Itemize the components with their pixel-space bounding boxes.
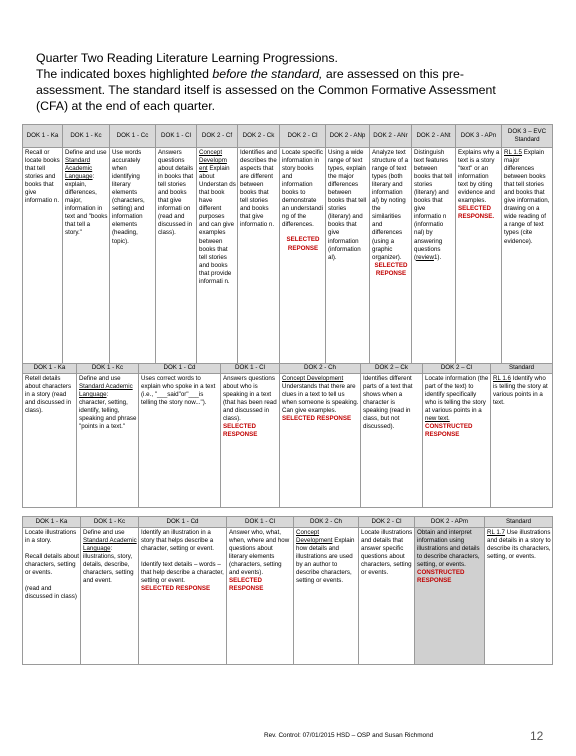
- standard-code: RL 1.7: [487, 529, 506, 536]
- academic-language-term: Standard Academic Language: [83, 537, 137, 553]
- heading-line-1: Quarter Two Reading Literature Learning Progressions.: [36, 51, 338, 65]
- body-cell: Concept Development Explain how details and illustrations are used by an author to describe characters, setting or events.: [294, 528, 359, 665]
- header-cell: DOK 1 - Kc: [81, 517, 139, 528]
- header-cell: DOK 2 - Ck: [238, 125, 280, 148]
- body-cell: RL 1.6 Identify who is telling the story at various points in a text.: [491, 374, 553, 508]
- page-heading: [36, 50, 546, 114]
- body-cell: Define and use Standard Academic Language: illustrations, story, details, describe, characters, setting and event.: [81, 528, 139, 665]
- progression-table-2: [22, 363, 553, 508]
- standard-code: RL 1.5: [504, 149, 523, 156]
- standard-code: RL 1.6: [493, 375, 512, 382]
- concept-development-term: Concept Development: [282, 375, 344, 382]
- header-cell: DOK 1 - Ka: [23, 517, 81, 528]
- body-cell: Uses correct words to explain who spoke in a text (i.e., "___said"or"___is telling the story now...").: [139, 374, 221, 508]
- concept-development-term: Concept Development: [296, 529, 333, 545]
- header-cell: DOK 2 - Cl: [280, 125, 326, 148]
- body-cell: Use words accurately when identifying literary elements (characters, setting) and information elements (heading, topic).: [110, 148, 156, 373]
- header-cell: DOK 1 - Kc: [77, 364, 139, 374]
- body-cell: Retell details about characters in a story (read and discussed in class).: [23, 374, 77, 508]
- progression-table-1: [22, 124, 553, 373]
- header-cell: DOK 1 - Cd: [139, 364, 221, 374]
- body-cell: Analyze text structure of a range of text types (both literary and information al) by noting the similarities and differences (using a graphic organizer). SELECTED REPONSE: [370, 148, 412, 373]
- body-cell: RL 1.5 Explain major differences between books that tell stories and books that give information, drawing on a wide reading of a range of text types (cite evidence).: [502, 148, 553, 373]
- response-type-badge: SELECTED RESPONSE: [282, 415, 352, 423]
- header-cell: Standard: [491, 364, 553, 374]
- header-cell: DOK 2 – Cl: [423, 364, 491, 374]
- header-cell: DOK 2 - APm: [415, 517, 485, 528]
- header-cell: DOK 2 - Cl: [359, 517, 415, 528]
- header-cell: DOK 1 - Cl: [221, 364, 280, 374]
- header-cell: DOK 2 - ANr: [370, 125, 412, 148]
- body-cell: Using a wide range of text types, explain the major differences between books that tell stories (literary) and books that give information (information al).: [326, 148, 370, 373]
- body-cell: Concept Developm ent Explain about Understan ds that book have different purposes and can give examples between books that tell stories and books that provide informati n.: [197, 148, 238, 373]
- header-cell: DOK 1 - Ka: [23, 364, 77, 374]
- response-type-badge: SELECTED RESPONSE.: [458, 205, 495, 221]
- body-cell: Define and use Standard Academic Language: explain, differences, major, information in text and "books that tell a story.": [63, 148, 110, 373]
- body-cell: Answers questions about details in books that tell stories and books that give informati on (read and discussed in class).: [156, 148, 197, 373]
- header-cell: DOK 1 - Kc: [63, 125, 110, 148]
- response-type-badge: SELECTED REPONSE: [374, 261, 408, 277]
- body-cell: Distinguish text features between books that tell stories (literary) and books that give informatio n (informatio nal) by answering questions (review1).: [412, 148, 456, 373]
- progression-table-3: [22, 516, 553, 665]
- heading-line-3: assessment. The standard itself is assessed on the Common Formative Assessment: [36, 83, 496, 97]
- header-cell: DOK 1 - Cc: [110, 125, 156, 148]
- header-cell: DOK 2 - Cf: [197, 125, 238, 148]
- body-cell: Concept Development Understands that there are clues in a text to tell us when someone is speaking. Can give examples. SELECTED RESPONSE: [280, 374, 361, 508]
- concept-development-term: Concept Developm ent: [199, 149, 227, 173]
- response-type-badge: SELECTED RESPONSE: [223, 423, 258, 439]
- body-cell-highlighted: Obtain and interpret information using illustrations and details to describe characters, setting, or events. CONSTRUCTED RESPONSE: [415, 528, 485, 665]
- response-type-badge: CONSTRUCTED RESPONSE: [417, 569, 465, 585]
- academic-language-term: Standard Academic Language: [79, 383, 133, 399]
- response-type-badge: SELECTED REPONSE: [286, 236, 320, 252]
- body-cell: Locate information (the part of the text) to identify specifically who is telling the story at various points in a new text. CONSTRUCTED RESPONSE: [423, 374, 491, 508]
- body-cell: Identify an illustration in a story that helps describe a character, setting or event. Identify text details – words – that help describe a character, setting or event. SELECTED RESPONSE: [139, 528, 227, 665]
- body-cell: Define and use Standard Academic Language: character, setting, identify, telling, speaking and phrase "points in a text.": [77, 374, 139, 508]
- body-cell: Recall or locate books that tell stories and books that give informatio n.: [23, 148, 63, 373]
- academic-language-term: Standard Academic Language: [65, 157, 93, 181]
- header-cell: DOK 1 - Ka: [23, 125, 63, 148]
- header-cell: DOK 1 - Cl: [156, 125, 197, 148]
- heading-line-2: The indicated boxes highlighted before the standard, are assessed on this pre-: [36, 67, 464, 81]
- response-type-badge: SELECTED RESPONSE: [229, 577, 264, 593]
- page-number: 12: [530, 729, 544, 743]
- body-cell: Identifies and describes the aspects that are different between books that tell stories and books that give informatio n.: [238, 148, 280, 373]
- body-cell: RL 1.7 Use illustrations and details in a story to describe its characters, setting, or events.: [485, 528, 553, 665]
- body-cell: Identifies different parts of a text that shows when a character is speaking (read in class, but not discussed).: [361, 374, 423, 508]
- header-cell: DOK 2 - ANp: [326, 125, 370, 148]
- header-cell: DOK 3 - APn: [456, 125, 502, 148]
- heading-line-4: (CFA) at the end of each quarter.: [36, 99, 216, 113]
- body-cell: Locate illustrations and details that answer specific questions about characters, setting or events.: [359, 528, 415, 665]
- heading-emphasis: before the standard,: [212, 67, 323, 81]
- header-cell: DOK 1 - Cd: [139, 517, 227, 528]
- header-cell: DOK 2 – Ck: [361, 364, 423, 374]
- header-cell: Standard: [485, 517, 553, 528]
- header-cell: DOK 2 - Ch: [294, 517, 359, 528]
- body-cell: Answers questions about who is speaking in a text (that has been read and discussed in class). SELECTED RESPONSE: [221, 374, 280, 508]
- header-cell: DOK 3 – EVC Standard: [502, 125, 553, 148]
- body-cell: Locate specific information in story books and information books to demonstrate an understandi ng of the differences. SELECTED REPONSE: [280, 148, 326, 373]
- header-cell: DOK 1 - Cl: [227, 517, 294, 528]
- body-cell: Explains why a text is a story "text" or an information text by citing evidence and examples. SELECTED RESPONSE.: [456, 148, 502, 373]
- response-type-badge: SELECTED RESPONSE: [141, 585, 211, 593]
- footer-revision: Rev. Control: 07/01/2015 HSD – OSP and Susan Richmond: [264, 732, 434, 739]
- header-cell: DOK 2 - Ch: [280, 364, 361, 374]
- response-type-badge: CONSTRUCTED RESPONSE: [425, 423, 473, 439]
- body-cell: Locate illustrations in a story. Recall details about characters, setting or events. (read and discussed in class): [23, 528, 81, 665]
- body-cell: Answer who, what, when, where and how questions about literary elements (characters, setting and events). SELECTED RESPONSE: [227, 528, 294, 665]
- header-cell: DOK 2 - ANt: [412, 125, 456, 148]
